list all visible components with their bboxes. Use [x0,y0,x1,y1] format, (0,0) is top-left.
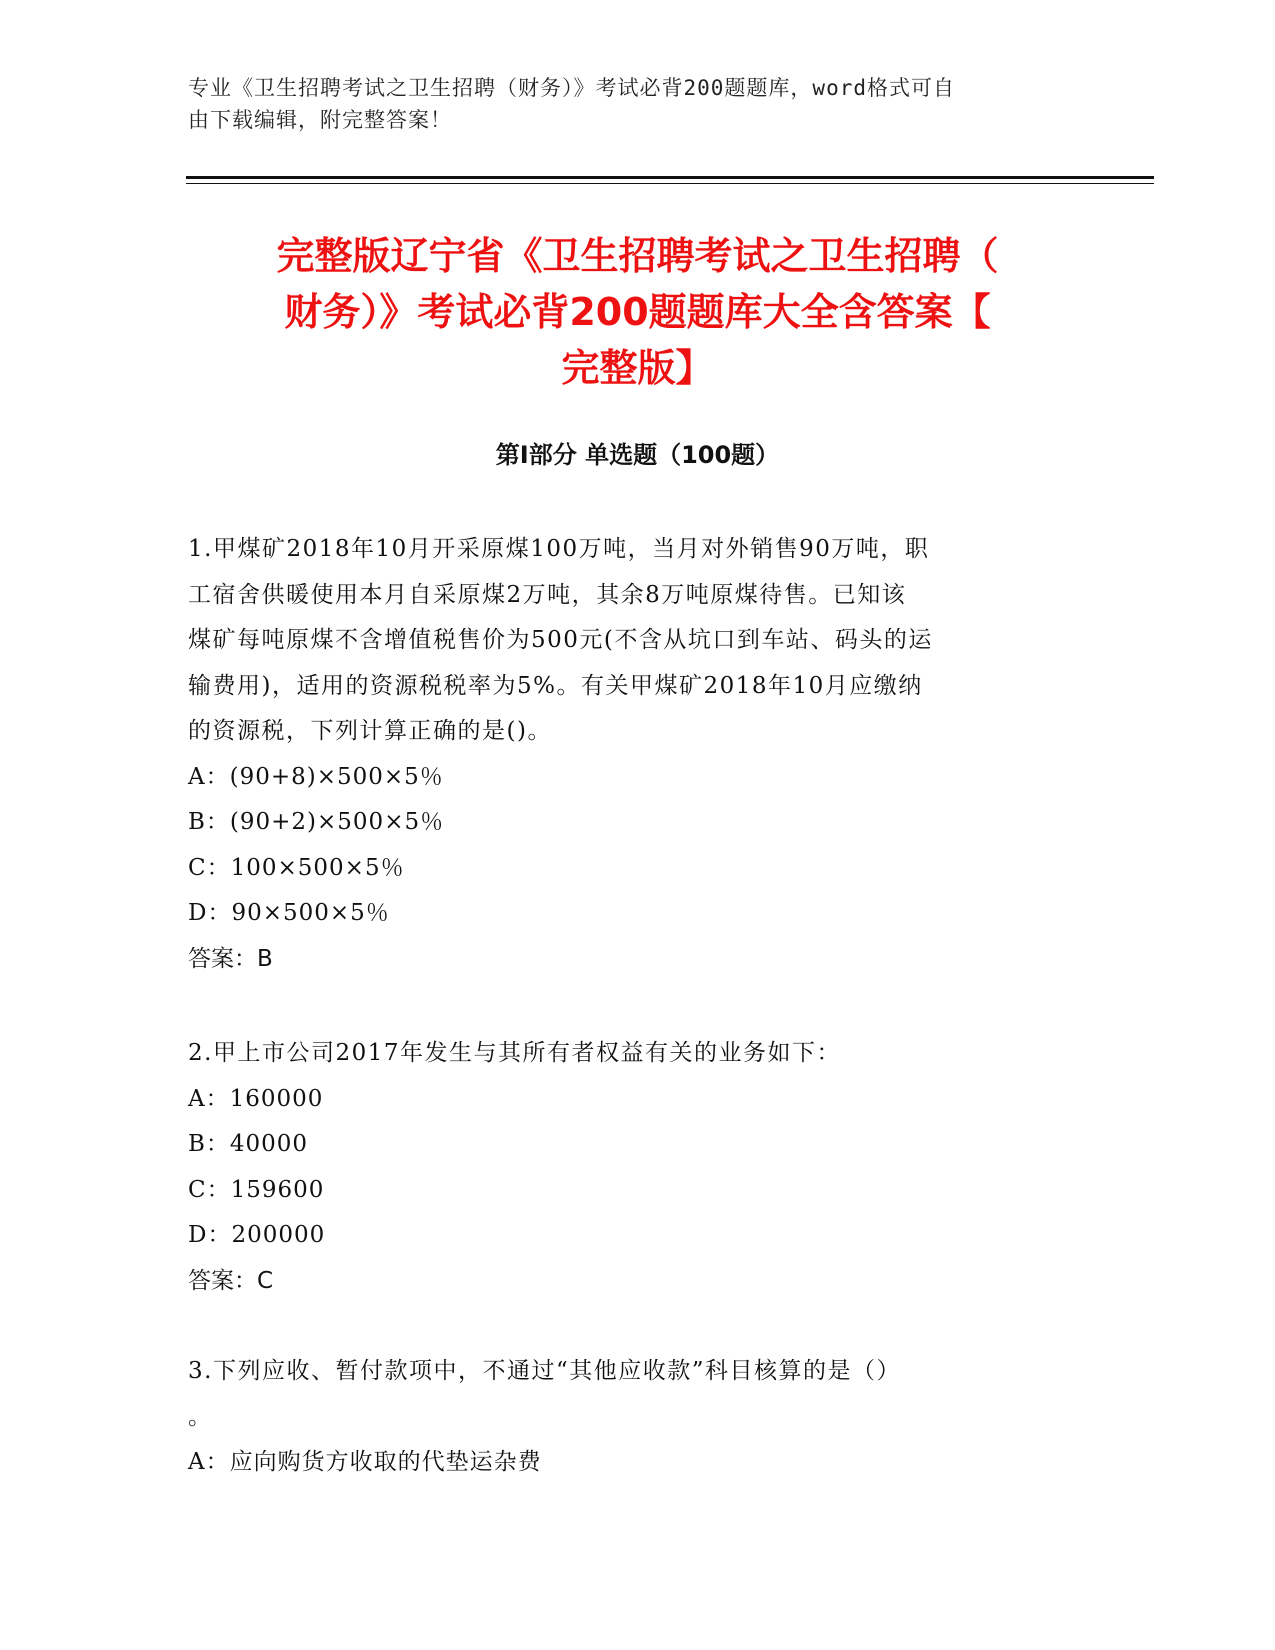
option-a: A：(90+8)×500×5％ [188,763,444,790]
title-line: 完整版】 [561,346,714,390]
question-stem-line: 输费用)，适用的资源税税率为5%。有关甲煤矿2018年10月应缴纳 [188,672,923,699]
option-d: D：90×500×5％ [188,900,390,926]
intro-text [188,72,1088,136]
question-stem-line: 1.甲煤矿2018年10月开采原煤100万吨，当月对外销售90万吨，职 [188,536,930,562]
question-stem-line: 的资源税，下列计算正确的是()。 [188,718,552,744]
question-1 [188,527,1068,982]
intro-line: 由下载编辑，附完整答案！ [188,108,452,132]
title-line: 完整版辽宁省《卫生招聘考试之卫生招聘（ [276,234,999,278]
option-d: D：200000 [188,1222,326,1248]
question-stem-line: 煤矿每吨原煤不含增值税售价为500元(不含从坑口到车站、码头的运 [188,627,933,653]
section-title: 第Ⅰ部分 单选题（100题） [495,441,780,469]
question-stem-line: 2.甲上市公司2017年发生与其所有者权益有关的业务如下： [188,1040,841,1066]
question-stem-line: 3.下列应收、暂付款项中，不通过“其他应收款”科目核算的是（） [188,1358,901,1384]
title-line: 财务）》考试必背200题题库大全含答案【 [284,290,991,334]
answer: 答案：C [188,1267,274,1294]
intro-line: 专业《卫生招聘考试之卫生招聘（财务）》考试必背200题题库，word格式可自 [188,76,955,100]
option-a: A：应向购货方收取的代垫运杂费 [188,1449,542,1475]
option-c: C：100×500×5％ [188,854,405,881]
document-title [186,228,1089,396]
header-divider-thin [186,183,1154,184]
question-stem-line: 。 [188,1403,213,1430]
answer: 答案：B [188,945,273,972]
question-2 [188,1031,1068,1304]
option-b: B：(90+2)×500×5％ [188,809,445,835]
question-stem-line: 工宿舍供暖使用本月自采原煤2万吨，其余8万吨原煤待售。已知该 [188,581,907,608]
option-b: B：40000 [188,1131,309,1157]
option-c: C：159600 [188,1176,325,1203]
question-3 [188,1349,1068,1486]
header-divider-thick [186,176,1154,179]
option-a: A：160000 [188,1085,324,1112]
